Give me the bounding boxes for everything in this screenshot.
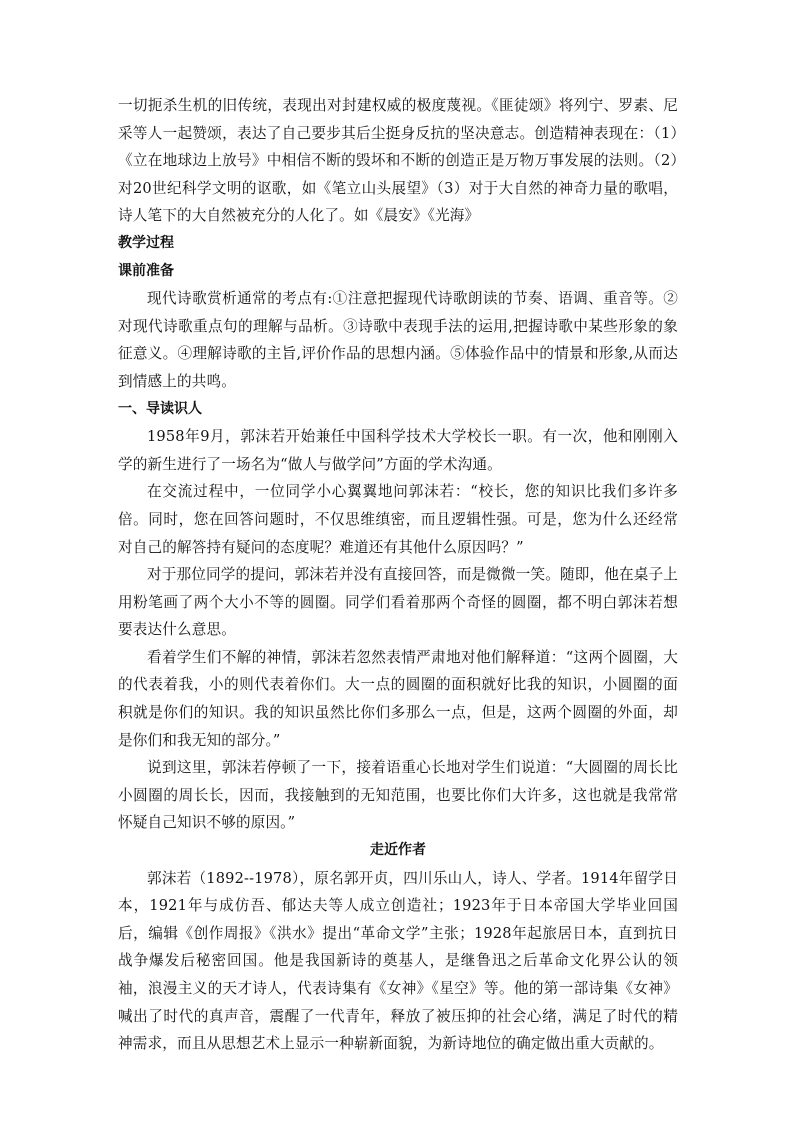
- author-bio-paragraph: 郭沫若（1892--1978），原名郭开贞，四川乐山人，诗人、学者。1914年留学日本，1921年与成仿吾、郁达夫等人成立创造社；1923年于日本帝国大学毕业回国后，编辑《创作周报》《洪水》提出“革命文学”主张；1928年起旅居日本，直到抗日战争爆发后秘密回国。他是我国新诗的奠基人，是继鲁迅之后革命文化界公认的领袖，浪漫主义的天才诗人，代表诗集有《女神》《星空》等。他的第一部诗集《女神》喊出了时代的真声音，震醒了一代青年，释放了被压抑的社会心绪，满足了时代的精神需求，而且从思想艺术上显示一种崭新面貌，为新诗地位的确定做出重大贡献的。: [118, 869, 678, 1053]
- document-page: [118, 92, 678, 1058]
- intro-continuation-paragraph: 一切扼杀生机的旧传统，表现出对封建权威的极度蔑视。《匪徒颂》将列宁、罗素、尼采等人一起赞颂，表达了自己要步其后尘挺身反抗的坚决意志。创造精神表现在：（1）《立在地球边上放号》中相信不断的毁坏和不断的创造正是万物万事发展的法则。（2）对20世纪科学文明的讴歌，如《笔立山头展望》（3）对于大自然的神奇力量的歌唱，诗人笔下的大自然被充分的人化了。如《晨安》《光海》: [118, 97, 678, 225]
- story-paragraph-2: 在交流过程中，一位同学小心翼翼地问郭沫若：“校长，您的知识比我们多许多倍。同时，您在回答问题时，不仅思维缜密，而且逻辑性强。可是，您为什么还经常对自己的解答持有疑问的态度呢？难道还有其他什么原因吗？”: [118, 483, 678, 556]
- prep-paragraph: 现代诗歌赏析通常的考点有:①注意把握现代诗歌朗读的节奏、语调、重音等。②对现代诗歌重点句的理解与品析。③诗歌中表现手法的运用,把握诗歌中某些形象的象征意义。④理解诗歌的主旨,评价作品的思想内涵。⑤体验作品中的情景和形象,从而达到情感上的共鸣。: [118, 290, 678, 390]
- story-paragraph-4: 看着学生们不解的神情，郭沫若忽然表情严肃地对他们解释道：“这两个圆圈，大的代表着我，小的则代表着你们。大一点的圆圈的面积就好比我的知识，小圆圈的面积就是你们的知识。我的知识虽然比你们多那么一点，但是，这两个圆圈的外面，却是你们和我无知的部分。”: [118, 648, 678, 749]
- story-paragraph-1: 1958年9月，郭沫若开始兼任中国科学技术大学校长一职。有一次，他和刚刚入学的新生进行了一场名为“做人与做学问”方面的学术沟通。: [118, 428, 678, 473]
- heading-section-one: 一、导读识人: [118, 400, 202, 417]
- story-paragraph-5: 说到这里，郭沫若停顿了一下，接着语重心长地对学生们说道：“大圆圈的周长比小圆圈的周长长，因而，我接触到的无知范围，也要比你们大许多，这也就是我常常怀疑自己知识不够的原因。”: [118, 759, 678, 832]
- heading-teaching-process: 教学过程: [118, 234, 174, 251]
- story-paragraph-3: 对于那位同学的提问，郭沫若并没有直接回答，而是微微一笑。随即，他在桌子上用粉笔画了两个大小不等的圆圈。同学们看着那两个奇怪的圆圈，都不明白郭沫若想要表达什么意思。: [118, 566, 678, 639]
- heading-author-section: 走近作者: [370, 842, 426, 859]
- heading-pre-class: 课前准备: [118, 262, 174, 279]
